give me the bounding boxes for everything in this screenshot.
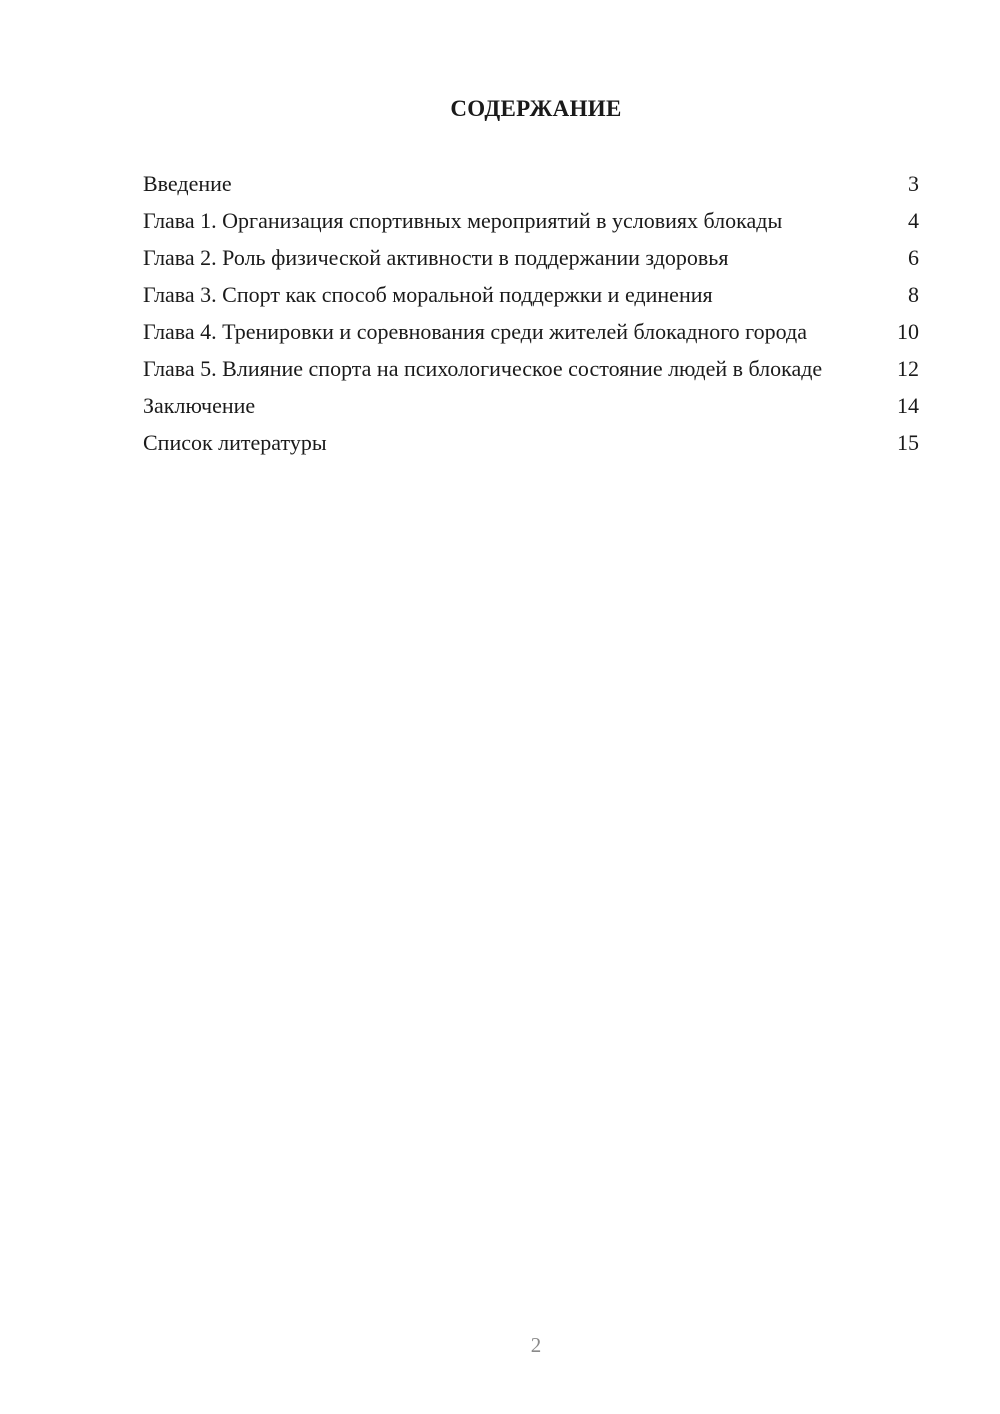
toc-entry-chapter-4 <box>143 318 919 345</box>
toc-entry-conclusion <box>143 392 919 419</box>
toc-entry-text: Глава 5. Влияние спорта на психологическое состояние людей в блокаде <box>143 356 823 381</box>
toc-entry-text: Введение <box>143 171 232 196</box>
toc-entry-chapter-3 <box>143 281 919 308</box>
toc-entry-chapter-5 <box>143 355 919 382</box>
toc-entry-text: Список литературы <box>143 430 327 455</box>
toc-entry-page: 10 <box>897 319 919 344</box>
toc-entry-page: 4 <box>908 208 919 233</box>
toc-entry-page: 12 <box>897 356 919 381</box>
toc-entry-page: 14 <box>897 393 919 418</box>
toc-entry-introduction <box>143 170 919 197</box>
toc-entry-text: Заключение <box>143 393 256 418</box>
toc-entry-text: Глава 3. Спорт как способ моральной поддержки и единения <box>143 282 713 307</box>
toc-entry-text: Глава 1. Организация спортивных мероприятий в условиях блокады <box>143 208 783 233</box>
toc-entry-chapter-2 <box>143 244 919 271</box>
page-number: 2 <box>530 1333 542 1357</box>
table-of-contents <box>143 170 919 466</box>
toc-entry-page: 15 <box>897 430 919 455</box>
toc-entry-page: 6 <box>908 245 919 270</box>
toc-entry-chapter-1 <box>143 207 919 234</box>
toc-entry-references <box>143 429 919 456</box>
toc-entry-page: 3 <box>908 171 919 196</box>
toc-title: СОДЕРЖАНИЕ <box>450 96 622 121</box>
toc-entry-page: 8 <box>908 282 919 307</box>
toc-entry-text: Глава 2. Роль физической активности в поддержании здоровья <box>143 245 729 270</box>
toc-entry-text: Глава 4. Тренировки и соревнования среди жителей блокадного города <box>143 319 807 344</box>
